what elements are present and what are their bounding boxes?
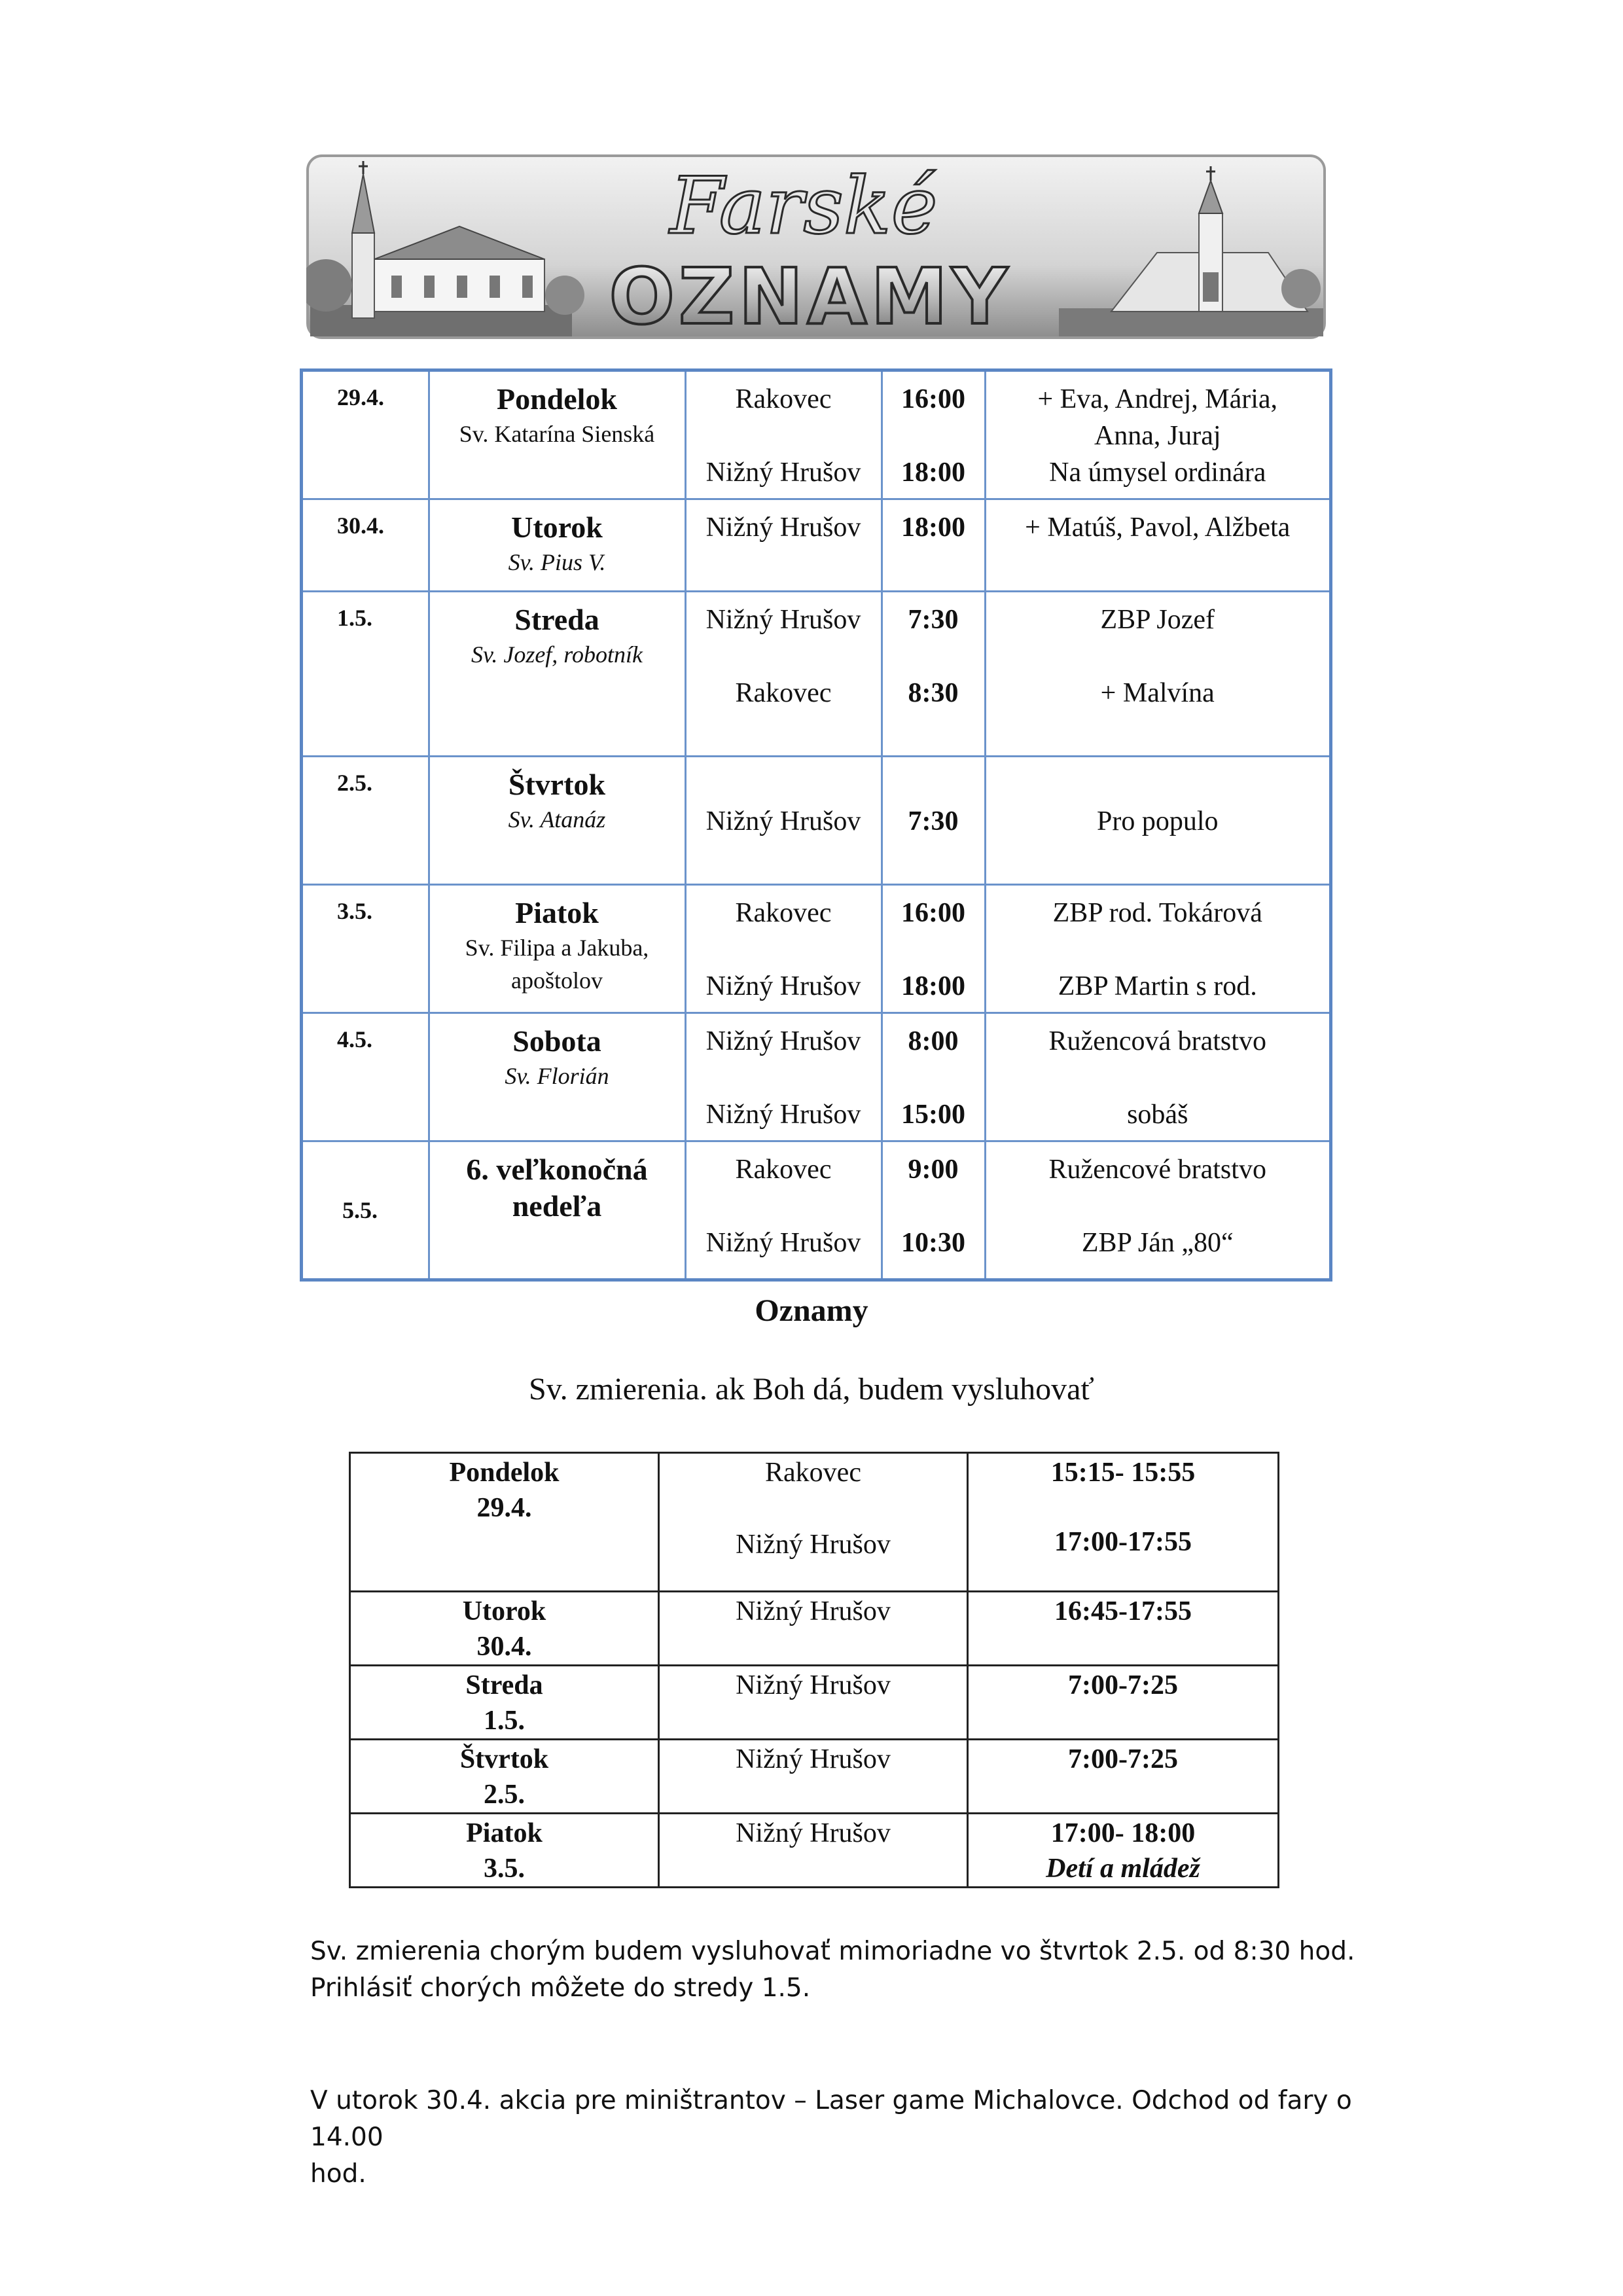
confession-heading: Sv. zmierenia. ak Boh dá, budem vysluhovať bbox=[529, 1372, 1094, 1407]
schedule-row bbox=[303, 499, 1329, 591]
row-date: 29.4. bbox=[303, 372, 429, 499]
saint-name: Sv. Pius V. bbox=[508, 548, 606, 575]
time-cell bbox=[882, 884, 985, 1013]
confession-table bbox=[349, 1452, 1279, 1886]
place-cell bbox=[685, 756, 882, 884]
confession-time-cell bbox=[968, 1666, 1279, 1740]
confession-day-cell bbox=[350, 1740, 659, 1814]
saint-name: Sv. Atanáz bbox=[508, 806, 606, 833]
confession-place-cell bbox=[659, 1666, 968, 1740]
altar-servers-note bbox=[310, 2083, 1397, 2193]
row-date: 5.5. bbox=[303, 1141, 429, 1278]
schedule-row bbox=[303, 884, 1329, 1013]
place-cell bbox=[685, 884, 882, 1013]
intention-cell bbox=[985, 372, 1329, 499]
row-date: 2.5. bbox=[303, 756, 429, 884]
place-cell bbox=[685, 372, 882, 499]
time: 16:00 bbox=[901, 384, 965, 414]
row-day-cell bbox=[429, 1013, 685, 1141]
time: 18:00 bbox=[901, 971, 965, 1001]
intention: Ružencová bratstvo bbox=[1048, 1026, 1266, 1056]
banner-script-text: Farské bbox=[669, 161, 938, 252]
confession-place-cell bbox=[659, 1453, 968, 1592]
confession-place: Nižný Hrušov bbox=[736, 1670, 891, 1700]
intention-cell bbox=[985, 591, 1329, 756]
confession-place-cell bbox=[659, 1814, 968, 1888]
confession-day: Utorok bbox=[462, 1596, 546, 1626]
note-line: Sv. zmierenia chorým budem vysluhovať mimoriadne vo štvrtok 2.5. od 8:30 hod. bbox=[310, 1937, 1355, 1966]
place: Rakovec bbox=[735, 897, 832, 928]
confession-date: 2.5. bbox=[484, 1780, 525, 1810]
mass-schedule-table bbox=[300, 368, 1332, 1282]
place: Rakovec bbox=[735, 384, 832, 414]
confession-place: Nižný Hrušov bbox=[736, 1744, 891, 1774]
schedule-row bbox=[303, 591, 1329, 756]
place: Rakovec bbox=[735, 1154, 832, 1185]
intention: Ružencové bratstvo bbox=[1048, 1154, 1266, 1185]
confession-day-cell bbox=[350, 1814, 659, 1888]
confession-date: 29.4. bbox=[476, 1493, 532, 1523]
row-date: 30.4. bbox=[303, 499, 429, 591]
time-cell bbox=[882, 1013, 985, 1141]
place: Nižný Hrušov bbox=[705, 512, 861, 543]
row-day-cell bbox=[429, 372, 685, 499]
confession-time-cell bbox=[968, 1814, 1279, 1888]
confession-row bbox=[350, 1814, 1279, 1888]
confession-date: 3.5. bbox=[484, 1854, 525, 1884]
time: 18:00 bbox=[901, 512, 965, 543]
time-cell bbox=[882, 372, 985, 499]
confession-row bbox=[350, 1740, 1279, 1814]
confession-time-cell bbox=[968, 1740, 1279, 1814]
time-cell bbox=[882, 756, 985, 884]
place: Nižný Hrušov bbox=[705, 806, 861, 836]
day-name: 6. veľkonočná bbox=[466, 1152, 648, 1186]
place-cell bbox=[685, 591, 882, 756]
day-name: Štvrtok bbox=[508, 767, 606, 801]
confession-day: Štvrtok bbox=[459, 1744, 549, 1774]
intention-cell bbox=[985, 1013, 1329, 1141]
place: Rakovec bbox=[735, 677, 832, 708]
confession-time: 17:00- 18:00 bbox=[1050, 1818, 1196, 1848]
place-cell bbox=[685, 1141, 882, 1278]
time: 8:30 bbox=[908, 677, 959, 708]
place: Nižný Hrušov bbox=[705, 1026, 861, 1056]
day-name: nedeľa bbox=[512, 1189, 602, 1223]
day-name: Sobota bbox=[512, 1024, 601, 1058]
announcements-title: Oznamy bbox=[755, 1293, 868, 1328]
row-day-cell bbox=[429, 499, 685, 591]
confession-note: Detí a mládež bbox=[1046, 1854, 1200, 1884]
note-line: Prihlásiť chorých môžete do stredy 1.5. bbox=[310, 1973, 811, 2003]
row-day-cell bbox=[429, 756, 685, 884]
intention: Anna, Juraj bbox=[1094, 421, 1221, 451]
banner-main-text: OZNAMY bbox=[609, 251, 1012, 339]
intention-cell bbox=[985, 756, 1329, 884]
place-cell bbox=[685, 1013, 882, 1141]
place: Nižný Hrušov bbox=[705, 457, 861, 488]
place: Nižný Hrušov bbox=[705, 604, 861, 635]
confession-time: 16:45-17:55 bbox=[1054, 1596, 1192, 1626]
confession-place-cell bbox=[659, 1740, 968, 1814]
intention-cell bbox=[985, 499, 1329, 591]
place: Nižný Hrušov bbox=[705, 1099, 861, 1130]
intention: Pro populo bbox=[1096, 806, 1219, 836]
confession-day-cell bbox=[350, 1666, 659, 1740]
time: 10:30 bbox=[901, 1227, 965, 1258]
time-cell bbox=[882, 591, 985, 756]
saint-name: apoštolov bbox=[511, 967, 603, 994]
time: 9:00 bbox=[908, 1154, 959, 1185]
time: 8:00 bbox=[908, 1026, 959, 1056]
day-name: Pondelok bbox=[496, 382, 618, 416]
time: 18:00 bbox=[901, 457, 965, 488]
header-banner bbox=[306, 154, 1326, 339]
confession-day: Streda bbox=[465, 1670, 543, 1700]
confession-time-cell bbox=[968, 1592, 1279, 1666]
place: Nižný Hrušov bbox=[705, 971, 861, 1001]
confession-day-cell bbox=[350, 1592, 659, 1666]
confession-day-cell bbox=[350, 1453, 659, 1592]
time-cell bbox=[882, 1141, 985, 1278]
day-name: Piatok bbox=[515, 895, 599, 929]
row-day-cell bbox=[429, 884, 685, 1013]
intention: Na úmysel ordinára bbox=[1049, 457, 1266, 488]
confession-place: Rakovec bbox=[765, 1458, 861, 1488]
confession-place: Nižný Hrušov bbox=[736, 1530, 891, 1560]
confession-date: 30.4. bbox=[476, 1632, 532, 1662]
sick-confession-note bbox=[310, 1933, 1397, 2007]
schedule-row bbox=[303, 372, 1329, 499]
intention: + Matúš, Pavol, Alžbeta bbox=[1025, 512, 1291, 543]
confession-date: 1.5. bbox=[484, 1706, 525, 1736]
saint-name: Sv. Jozef, robotník bbox=[471, 641, 643, 668]
row-day-cell bbox=[429, 1141, 685, 1278]
day-name: Streda bbox=[514, 602, 599, 636]
row-date: 1.5. bbox=[303, 591, 429, 756]
confession-day: Piatok bbox=[466, 1818, 543, 1848]
intention: ZBP rod. Tokárová bbox=[1052, 897, 1262, 928]
confession-time-cell bbox=[968, 1453, 1279, 1592]
confession-time: 7:00-7:25 bbox=[1068, 1744, 1178, 1774]
confession-day: Pondelok bbox=[449, 1458, 560, 1488]
confession-row bbox=[350, 1592, 1279, 1666]
confession-place: Nižný Hrušov bbox=[736, 1596, 891, 1626]
confession-time: 15:15- 15:55 bbox=[1050, 1458, 1196, 1488]
saint-name: Sv. Katarína Sienská bbox=[459, 421, 655, 447]
intention: ZBP Ján „80“ bbox=[1081, 1227, 1234, 1258]
note-line: V utorok 30.4. akcia pre miništrantov – Laser game Michalovce. Odchod od fary o 14.00 bbox=[310, 2086, 1352, 2152]
time: 15:00 bbox=[901, 1099, 965, 1130]
intention: + Eva, Andrej, Mária, bbox=[1037, 384, 1278, 414]
intention: ZBP Martin s rod. bbox=[1058, 971, 1257, 1001]
intention: + Malvína bbox=[1100, 677, 1215, 708]
row-day-cell bbox=[429, 591, 685, 756]
banner-graphic bbox=[306, 154, 1326, 339]
time: 16:00 bbox=[901, 897, 965, 928]
time-cell bbox=[882, 499, 985, 591]
confession-time: 17:00-17:55 bbox=[1054, 1527, 1192, 1557]
confession-time: 7:00-7:25 bbox=[1068, 1670, 1178, 1700]
confession-row bbox=[350, 1666, 1279, 1740]
confession-row bbox=[350, 1453, 1279, 1592]
saint-name: Sv. Filipa a Jakuba, bbox=[465, 934, 649, 961]
time: 7:30 bbox=[908, 806, 959, 836]
schedule-row bbox=[303, 1013, 1329, 1141]
schedule-row bbox=[303, 1141, 1329, 1278]
row-date: 4.5. bbox=[303, 1013, 429, 1141]
intention-cell bbox=[985, 1141, 1329, 1278]
intention-cell bbox=[985, 884, 1329, 1013]
row-date: 3.5. bbox=[303, 884, 429, 1013]
place-cell bbox=[685, 499, 882, 591]
confession-place-cell bbox=[659, 1592, 968, 1666]
time: 7:30 bbox=[908, 604, 959, 635]
confession-place: Nižný Hrušov bbox=[736, 1818, 891, 1848]
intention: ZBP Jozef bbox=[1100, 604, 1215, 635]
saint-name: Sv. Florián bbox=[505, 1062, 609, 1089]
day-name: Utorok bbox=[511, 510, 603, 544]
note-line: hod. bbox=[310, 2159, 366, 2189]
schedule-row bbox=[303, 756, 1329, 884]
intention: sobáš bbox=[1127, 1099, 1188, 1130]
place: Nižný Hrušov bbox=[705, 1227, 861, 1258]
